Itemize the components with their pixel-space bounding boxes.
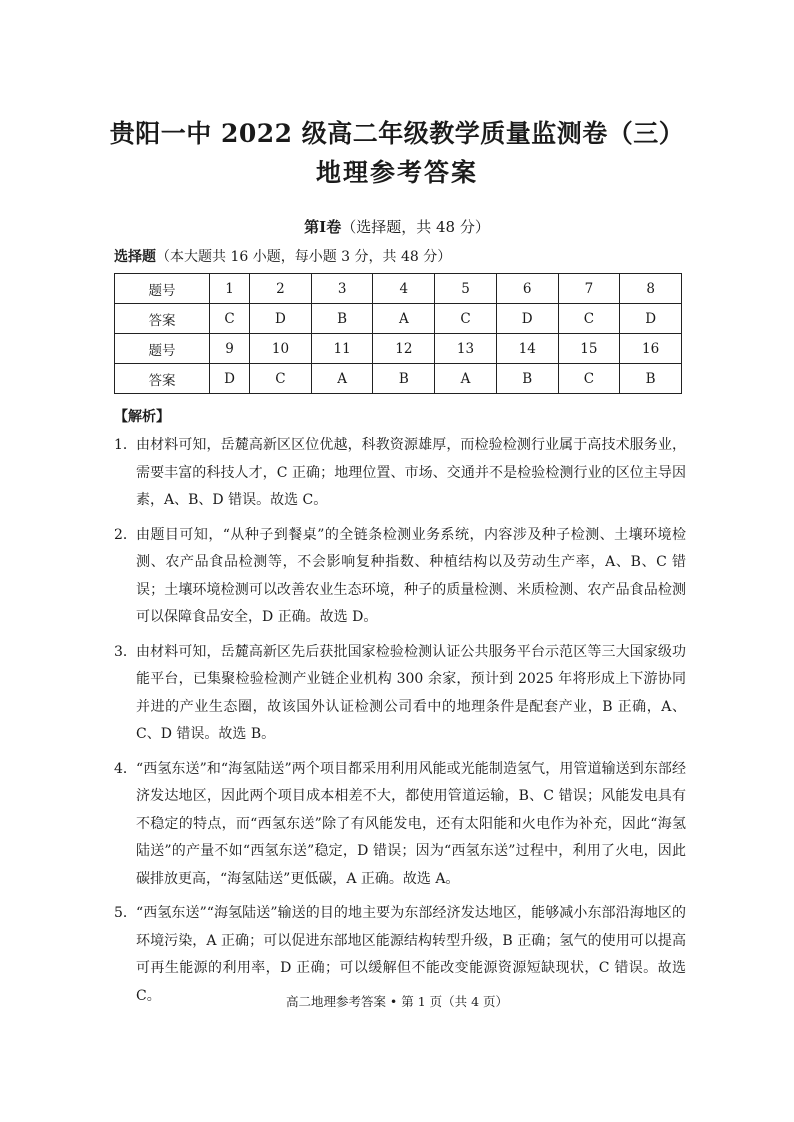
item-text: 由材料可知，岳麓高新区区位优越，科教资源雄厚，而检验检测行业属于高技术服务业，需要丰富的科技人才，C 正确；地理位置、市场、交通并不是检验检测行业的区位主导因素，A、B、D 错误。故选 C。 (136, 437, 686, 508)
question-number-cell: 9 (209, 334, 249, 364)
answer-cell: D (620, 304, 682, 334)
analysis-item (114, 756, 686, 894)
item-text: 由材料可知，岳麓高新区先后获批国家检验检测认证公共服务平台示范区等三大国家级功能平台，已集聚检验检测产业链企业机构 300 余家，预计到 2025 年将形成上下游协同并进的产业生态圈，故该国外认证检测公司看中的地理条件是配套产业，B 正确，A、C、D 错误。故选 B。 (136, 643, 686, 742)
question-number-cell: 1 (209, 274, 249, 304)
answer-cell: C (209, 304, 249, 334)
answer-cell: A (373, 304, 435, 334)
analysis-heading: 【解析】 (114, 409, 170, 425)
item-text: “西氢东送”和“海氢陆送”两个项目都采用利用风能或光能制造氢气，用管道输送到东部经济发达地区，因此两个项目成本相差不大，都使用管道运输，B、C 错误；风能发电具有不稳定的特点，而“西氢东送”除了有风能发电，还有太阳能和火电作为补充，因此“海氢陆送”的产量不如“西氢东送”稳定，D 错误；因为“西氢东送”过程中，利用了火电，因此碳排放更高，“海氢陆送”更低碳，A 正确。故选 A。 (136, 760, 686, 887)
item-number: 5． (114, 905, 137, 921)
item-text: “西氢东送”“海氢陆送”输送的目的地主要为东部经济发达地区，能够减小东部沿海地区的环境污染，A 正确；可以促进东部地区能源结构转型升级，B 正确；氢气的使用可以提高可再生能源的利用率，D 正确；可以缓解但不能改变能源资源短缺现状，C 错误。故选 C。 (136, 905, 686, 1004)
table-row (115, 274, 682, 304)
question-number-cell: 16 (620, 334, 682, 364)
table-row (115, 304, 682, 334)
section-title-rest: （选择题，共 48 分） (341, 218, 490, 236)
row-header-question: 题号 (115, 334, 210, 364)
item-number: 1． (114, 437, 137, 453)
row-header-answer: 答案 (115, 364, 210, 394)
question-number-cell: 6 (496, 274, 558, 304)
analysis-item (114, 432, 686, 515)
question-number-cell: 3 (311, 274, 373, 304)
question-number-cell: 15 (558, 334, 620, 364)
answer-cell: A (311, 364, 373, 394)
item-number: 2． (114, 526, 137, 543)
answer-cell: D (209, 364, 249, 394)
table-row (115, 334, 682, 364)
section-title-bold: 第Ⅰ卷 (304, 218, 342, 236)
answer-cell: C (435, 304, 497, 334)
answer-cell: A (435, 364, 497, 394)
question-number-cell: 4 (373, 274, 435, 304)
row-header-answer: 答案 (115, 304, 210, 334)
question-number-cell: 8 (620, 274, 682, 304)
answer-cell: C (250, 364, 312, 394)
item-number: 4． (114, 760, 137, 777)
item-number: 3． (114, 643, 137, 660)
question-number-cell: 10 (250, 334, 312, 364)
answer-cell: B (373, 364, 435, 394)
document-subtitle: 地理参考答案 (315, 158, 478, 187)
question-number-cell: 12 (373, 334, 435, 364)
analysis-item (114, 639, 686, 749)
answer-cell: C (558, 364, 620, 394)
question-number-cell: 7 (558, 274, 620, 304)
question-number-cell: 14 (496, 334, 558, 364)
page-footer: 高二地理参考答案 • 第 1 页（共 4 页） (285, 994, 509, 1009)
row-header-question: 题号 (115, 274, 210, 304)
question-number-cell: 2 (250, 274, 312, 304)
analysis-list (114, 432, 686, 1017)
question-number-cell: 5 (435, 274, 497, 304)
answer-cell: B (311, 304, 373, 334)
item-text: 由题目可知，“从种子到餐桌”的全链条检测业务系统，内容涉及种子检测、土壤环境检测、农产品食品检测等，不会影响复种指数、种植结构以及劳动生产率，A、B、C 错误；土壤环境检测可以改善农业生态环境，种子的质量检测、米质检测、农产品食品检测可以保障食品安全，D 正确。故选 D。 (136, 526, 686, 625)
question-number-cell: 13 (435, 334, 497, 364)
answer-cell: B (620, 364, 682, 394)
answer-cell: C (558, 304, 620, 334)
answer-table (114, 273, 682, 394)
choice-label: 选择题 (114, 249, 156, 265)
answer-cell: D (250, 304, 312, 334)
choice-note: （本大题共 16 小题，每小题 3 分，共 48 分） (156, 249, 452, 265)
analysis-item (114, 522, 686, 632)
answer-cell: B (496, 364, 558, 394)
document-title: 贵阳一中 2022 级高二年级教学质量监测卷（三） (109, 119, 685, 148)
answer-cell: D (496, 304, 558, 334)
table-row (115, 364, 682, 394)
question-number-cell: 11 (311, 334, 373, 364)
section-title (0, 216, 794, 237)
choice-intro (114, 246, 451, 266)
